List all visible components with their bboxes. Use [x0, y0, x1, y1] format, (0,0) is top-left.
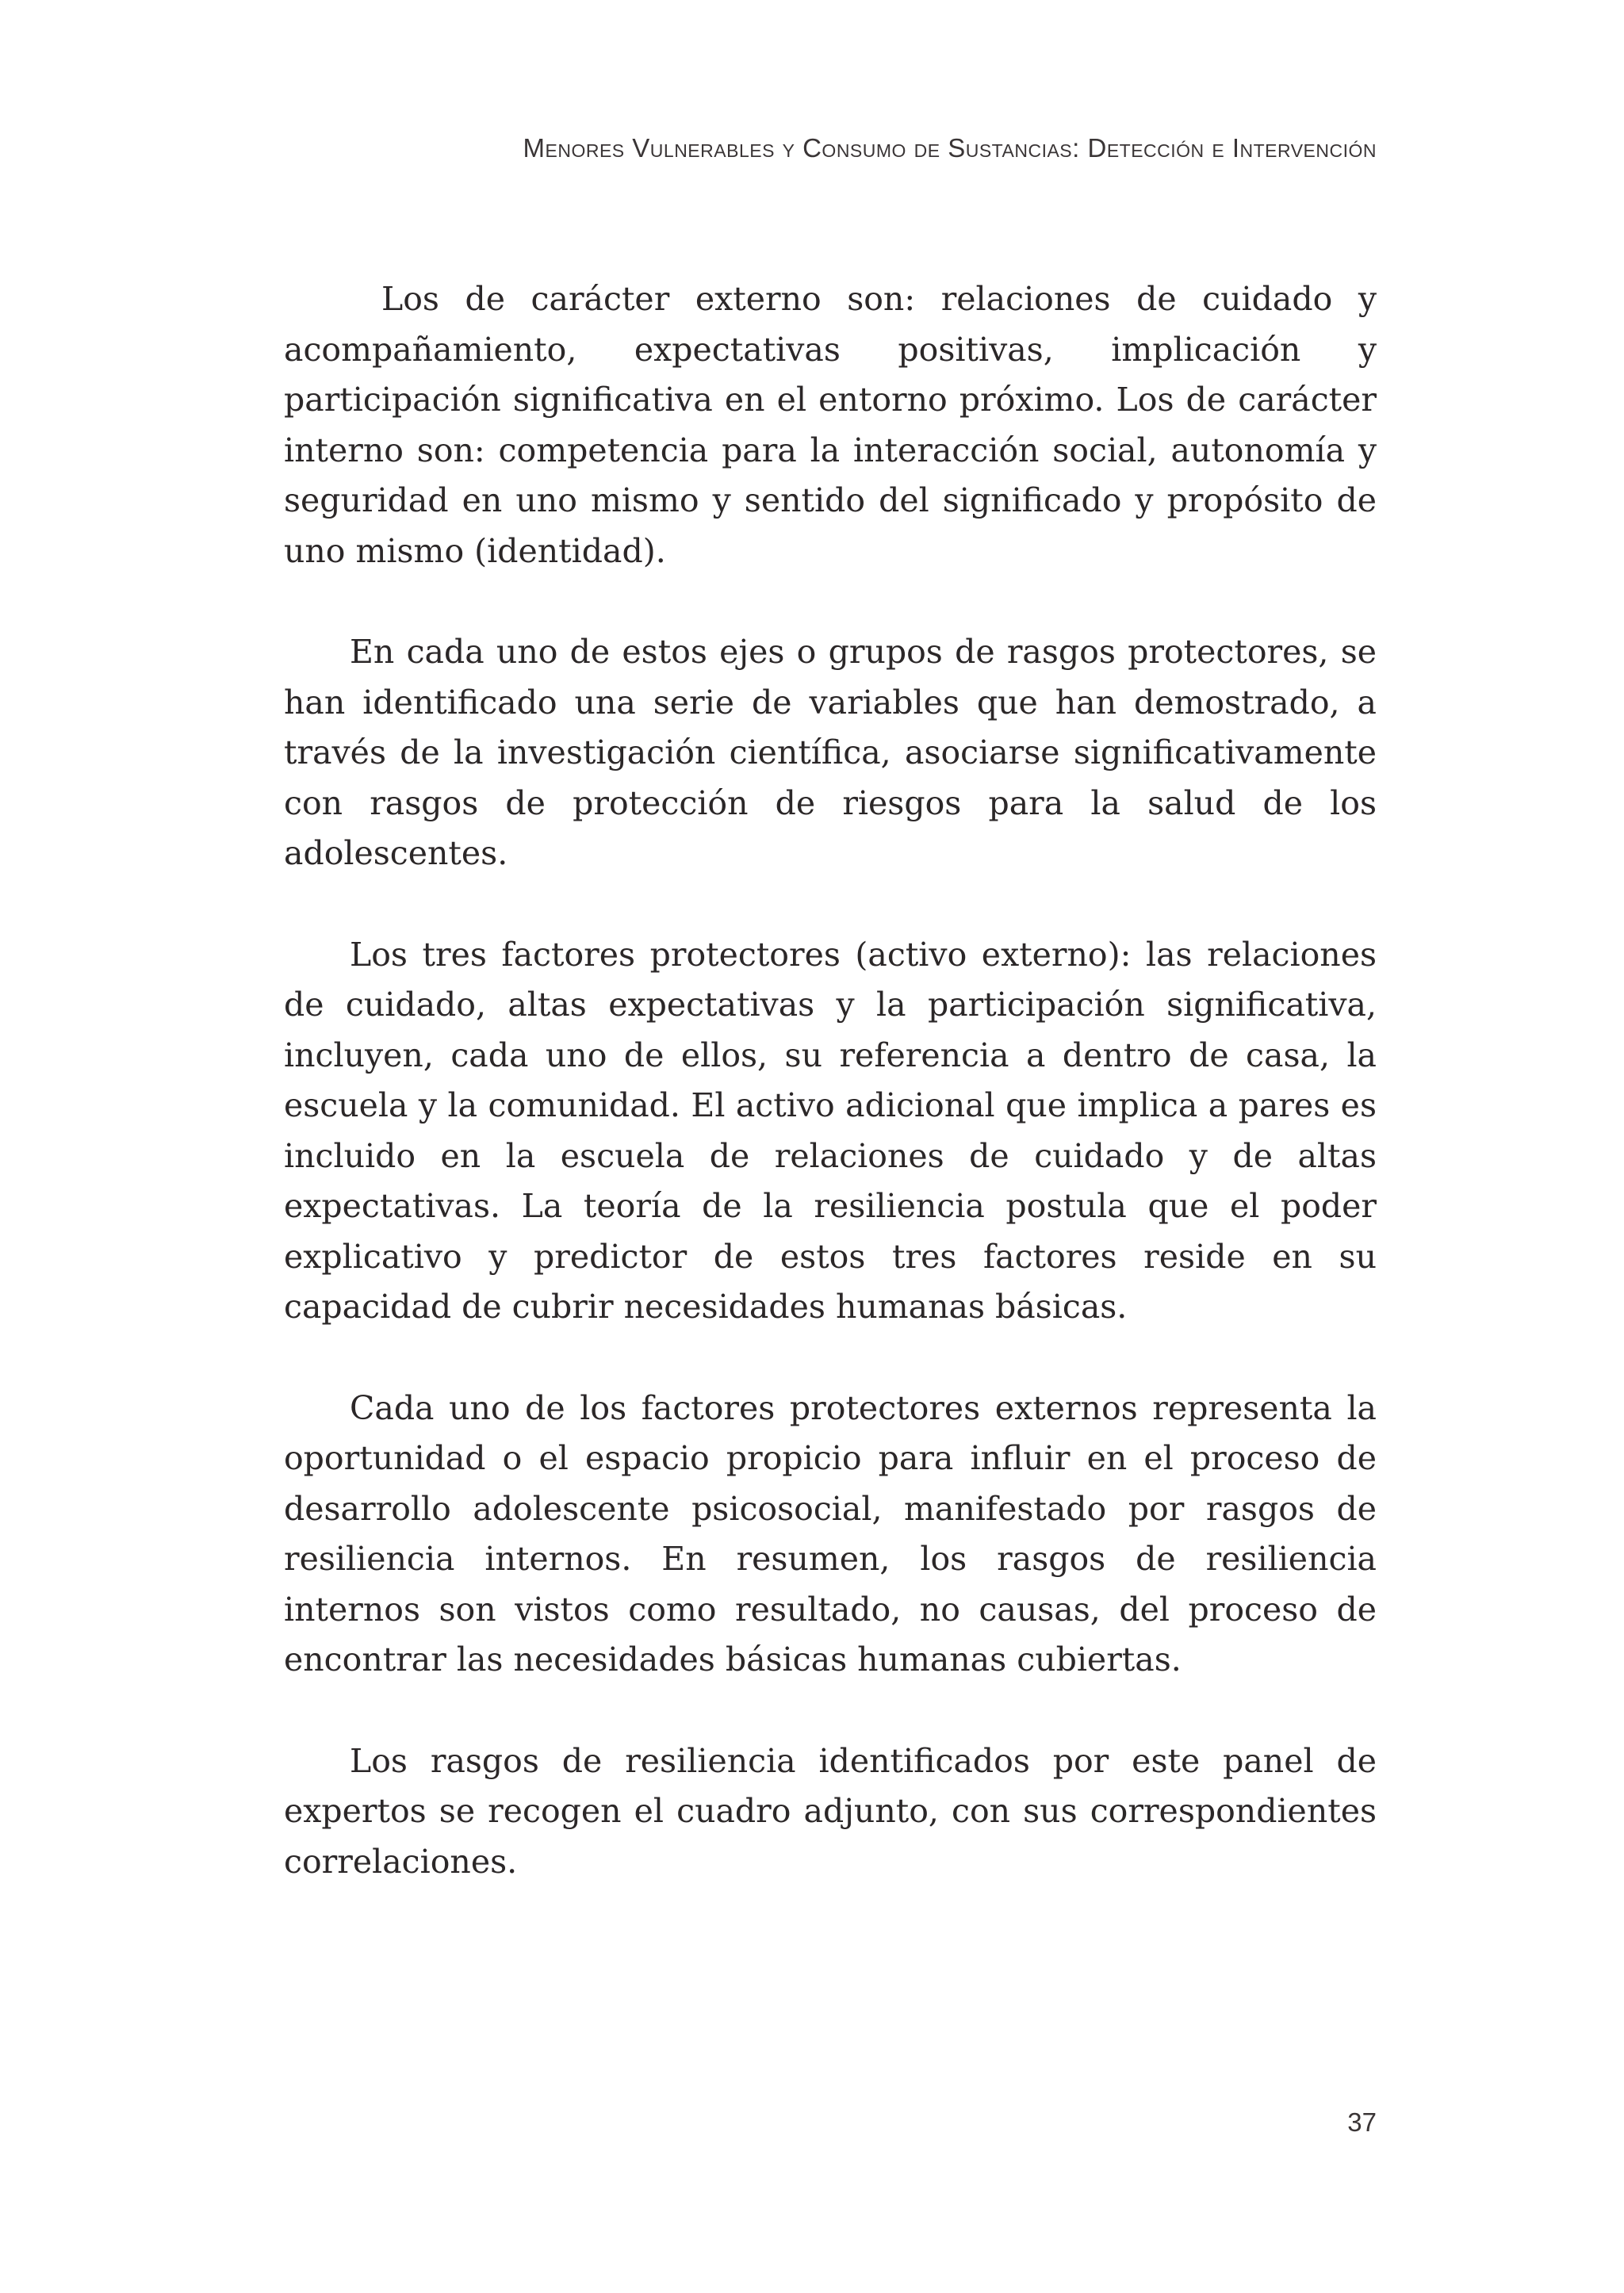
paragraph: Cada uno de los factores protectores externos representa la oportunidad o el espacio propicio para influir en el proceso de desarrollo adolescente psicosocial, manifestado por rasgos de resiliencia internos. En resumen, los rasgos de resiliencia internos son vistos como resultado, no causas, del proceso de encontrar las necesidades básicas humanas cubiertas.: [284, 1388, 1377, 1679]
body-text: [284, 274, 1377, 1938]
paragraph: En cada uno de estos ejes o grupos de rasgos protectores, se han identificado una serie de variables que han demostrado, a través de la investigación científica, asociarse significativamente con rasgos de protección de riesgos para la salud de los adolescentes.: [284, 633, 1377, 872]
page-number: 37: [1347, 2107, 1377, 2137]
paragraph: Los tres factores protectores (activo externo): las relaciones de cuidado, altas expectativas y la participación significativa, incluyen, cada uno de ellos, su referencia a dentro de casa, la escuela y la comunidad. El activo adicional que implica a pares es incluido en la escuela de relaciones de cuidado y de altas expectativas. La teoría de la resiliencia postula que el poder explicativo y predictor de estos tres factores reside en su capacidad de cubrir necesidades humanas básicas.: [284, 935, 1377, 1326]
paragraph: Los rasgos de resiliencia identificados por este panel de expertos se recogen el cuadro adjunto, con sus correspondientes correlaciones.: [284, 1741, 1377, 1881]
running-header: Menores Vulnerables y Consumo de Sustancias: Detección e Intervención: [523, 133, 1377, 163]
paragraph: Los de carácter externo son: relaciones de cuidado y acompañamiento, expectativas positivas, implicación y participación significativa en el entorno próximo. Los de carácter interno son: competencia para la interacción social, autonomía y seguridad en uno mismo y sentido del significado y propósito de uno mismo (identidad).: [284, 280, 1377, 570]
